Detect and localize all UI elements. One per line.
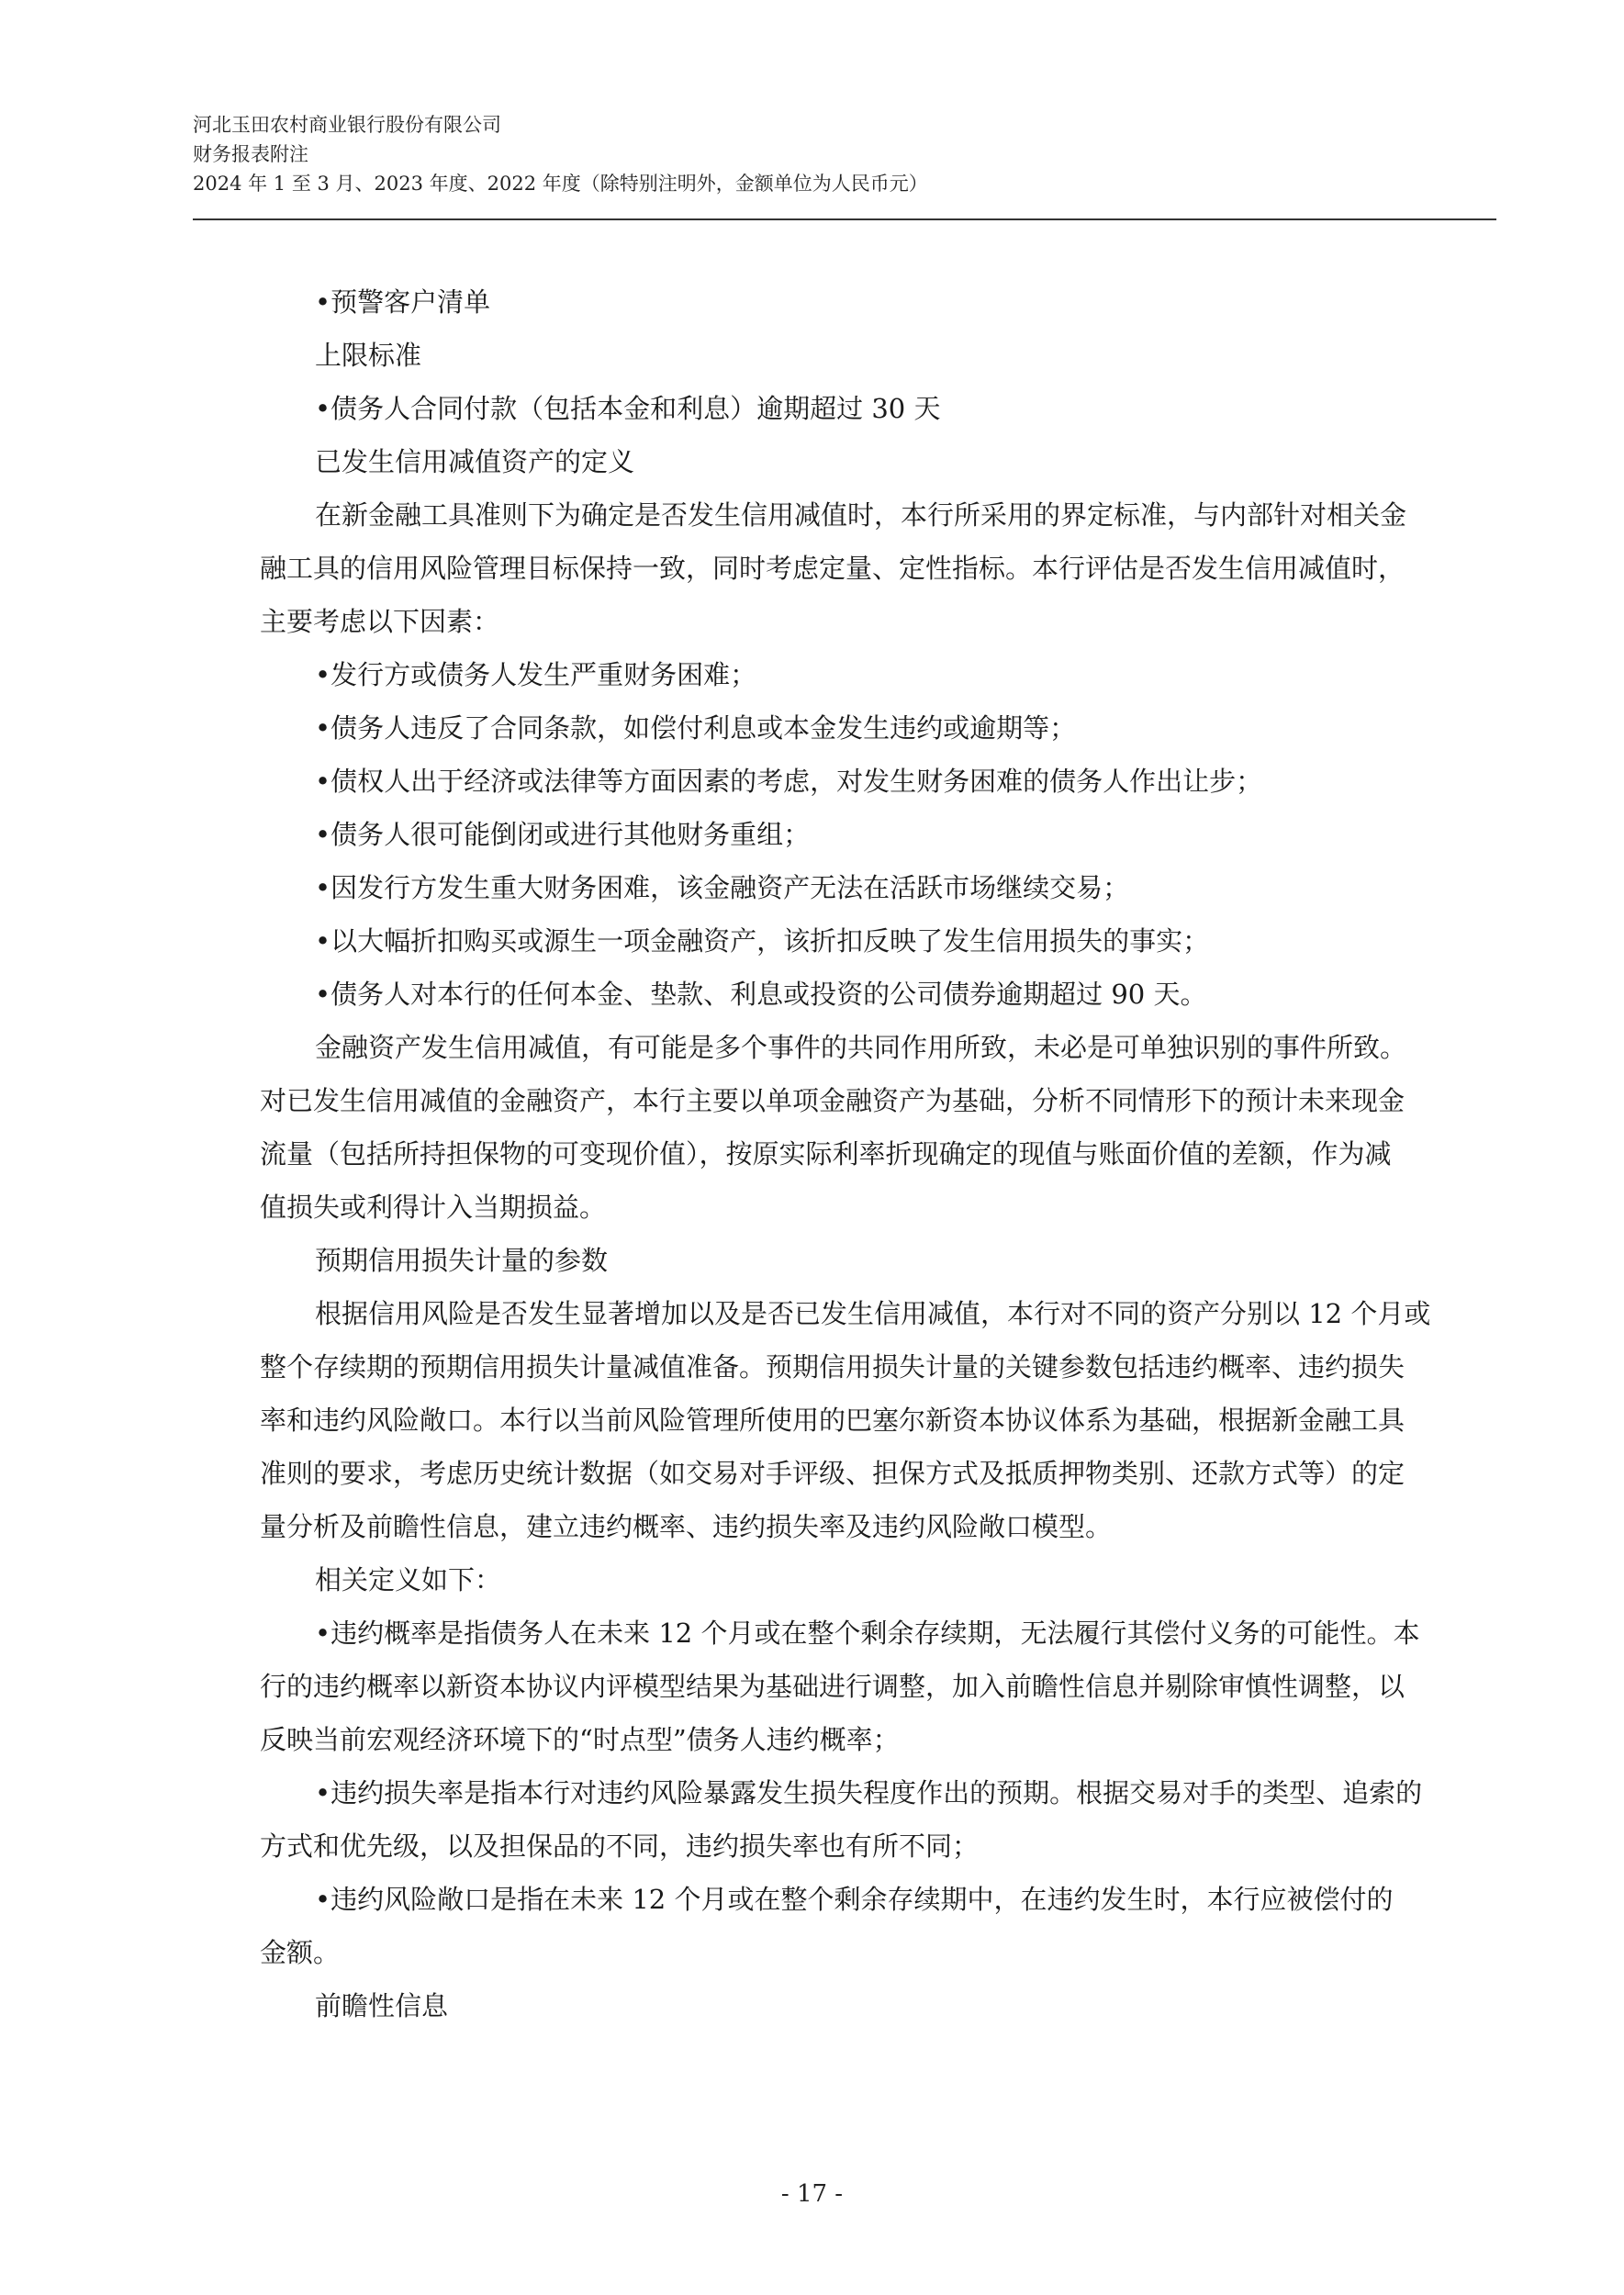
page-number: - 17 - xyxy=(780,2180,844,2208)
paragraph-line: 准则的要求，考虑历史统计数据（如交易对手评级、担保方式及抵质押物类别、还款方式等）的定 xyxy=(260,1458,1406,1489)
paragraph-line: 整个存续期的预期信用损失计量减值准备。预期信用损失计量的关键参数包括违约概率、违约损失 xyxy=(260,1351,1406,1383)
forward-looking-heading: 前瞻性信息 xyxy=(315,1990,449,2021)
list-item: •发行方或债务人发生严重财务困难； xyxy=(315,659,757,690)
list-item: •因发行方发生重大财务困难，该金融资产无法在活跃市场继续交易； xyxy=(315,872,1130,903)
upper-limit-heading: 上限标准 xyxy=(315,340,422,371)
paragraph-line: 金融资产发生信用减值，有可能是多个事件的共同作用所致，未必是可单独识别的事件所致。 xyxy=(315,1032,1407,1063)
list-item: •以大幅折扣购买或源生一项金融资产，该折扣反映了发生信用损失的事实； xyxy=(315,925,1210,957)
lgd-definition xyxy=(260,1766,1508,1873)
impaired-explanation-paragraph xyxy=(260,1021,1508,1234)
header-divider xyxy=(193,218,1496,220)
paragraph-line: 反映当前宏观经济环境下的“时点型”债务人违约概率； xyxy=(260,1724,900,1755)
paragraph-line: 行的违约概率以新资本协议内评模型结果为基础进行调整，加入前瞻性信息并剔除审慎性调整，以 xyxy=(260,1671,1406,1702)
ead-definition xyxy=(260,1873,1508,1979)
paragraph-line: 在新金融工具准则下为确定是否发生信用减值时，本行所采用的界定标准，与内部针对相关金 xyxy=(315,499,1407,531)
paragraph-line: 流量（包括所持担保物的可变现价值），按原实际利率折现确定的现值与账面价值的差额，作为减 xyxy=(260,1138,1392,1170)
list-item: •债务人违反了合同条款，如偿付利息或本金发生违约或逾期等； xyxy=(315,712,1077,744)
paragraph-line: •违约损失率是指本行对违约风险暴露发生损失程度作出的预期。根据交易对手的类型、追索的 xyxy=(315,1777,1423,1808)
ecl-parameters-heading: 预期信用损失计量的参数 xyxy=(315,1245,609,1276)
watchlist-item: •预警客户清单 xyxy=(315,286,491,318)
paragraph-line: 主要考虑以下因素： xyxy=(260,606,500,637)
page-header xyxy=(193,110,1496,198)
paragraph-line: 对已发生信用减值的金融资产，本行主要以单项金融资产为基础，分析不同情形下的预计未来现金 xyxy=(260,1085,1406,1116)
paragraph-line: •违约概率是指债务人在未来 12 个月或在整个剩余存续期，无法履行其偿付义务的可能性。本 xyxy=(315,1618,1420,1649)
reporting-period: 2024 年 1 至 3 月、2023 年度、2022 年度（除特别注明外，金额单位为人民币元） xyxy=(193,173,928,195)
document-body xyxy=(260,275,1508,2032)
ecl-parameters-paragraph xyxy=(260,1287,1508,1553)
paragraph-line: 率和违约风险敞口。本行以当前风险管理所使用的巴塞尔新资本协议体系为基础，根据新金融工具 xyxy=(260,1405,1406,1436)
impaired-intro-paragraph xyxy=(260,488,1508,648)
document-type: 财务报表附注 xyxy=(193,143,308,165)
paragraph-line: •违约风险敞口是指在未来 12 个月或在整个剩余存续期中，在违约发生时，本行应被偿付的 xyxy=(315,1884,1394,1915)
list-item: •债权人出于经济或法律等方面因素的考虑，对发生财务困难的债务人作出让步； xyxy=(315,766,1263,797)
paragraph-line: 融工具的信用风险管理目标保持一致，同时考虑定量、定性指标。本行评估是否发生信用减值时， xyxy=(260,553,1406,584)
upper-limit-item: •债务人合同付款（包括本金和利息）逾期超过 30 天 xyxy=(315,393,941,424)
impaired-definition-heading: 已发生信用减值资产的定义 xyxy=(315,446,635,477)
pd-definition xyxy=(260,1606,1508,1766)
paragraph-line: 根据信用风险是否发生显著增加以及是否已发生信用减值，本行对不同的资产分别以 12 个月或 xyxy=(315,1298,1431,1329)
paragraph-line: 值损失或利得计入当期损益。 xyxy=(260,1192,607,1223)
paragraph-line: 金额。 xyxy=(260,1937,341,1968)
list-item: •债务人对本行的任何本金、垫款、利息或投资的公司债券逾期超过 90 天。 xyxy=(315,979,1207,1010)
list-item: •债务人很可能倒闭或进行其他财务重组； xyxy=(315,819,811,850)
company-name: 河北玉田农村商业银行股份有限公司 xyxy=(193,114,501,136)
paragraph-line: 方式和优先级，以及担保品的不同，违约损失率也有所不同； xyxy=(260,1830,980,1862)
impairment-factors-list xyxy=(260,648,1508,1021)
definitions-intro: 相关定义如下： xyxy=(315,1564,502,1595)
paragraph-line: 量分析及前瞻性信息，建立违约概率、违约损失率及违约风险敞口模型。 xyxy=(260,1511,1113,1542)
